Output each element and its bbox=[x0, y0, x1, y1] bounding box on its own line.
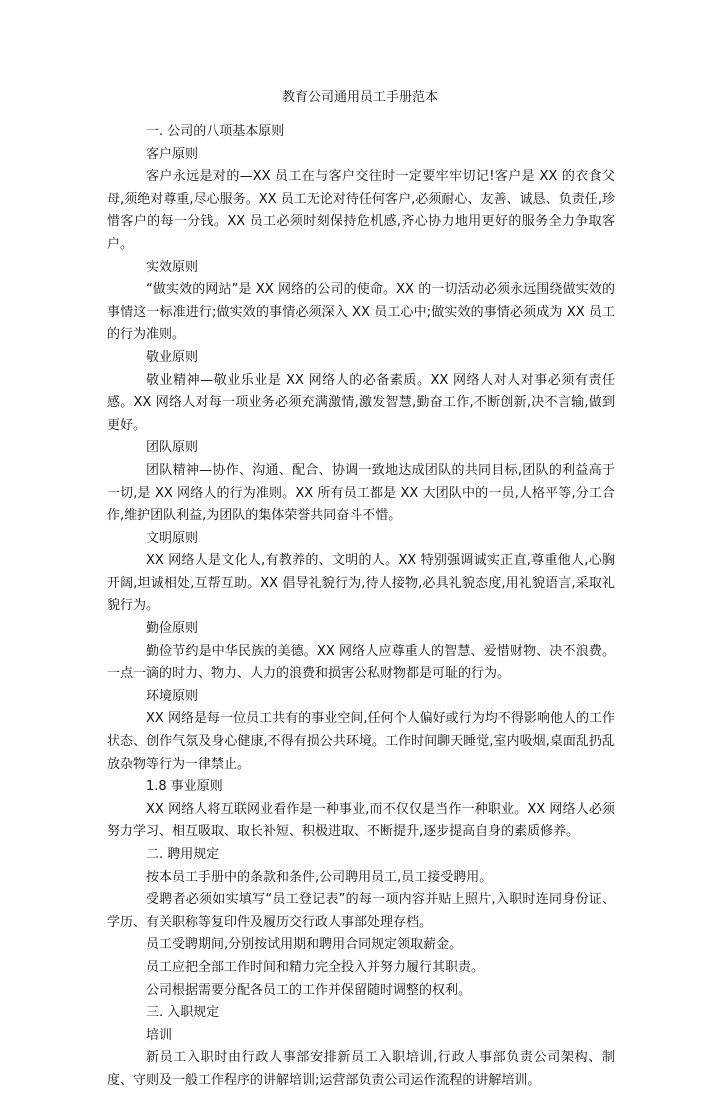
subsection-heading: 团队原则 bbox=[146, 440, 199, 456]
rule-item: 员工受聘期间,分别按试用期和聘用合同规定领取薪金。 bbox=[146, 937, 463, 953]
rule-item: 员工应把全部工作时间和精力完全投入并努力履行其职责。 bbox=[146, 959, 485, 975]
paragraph: 团队精神—协作、沟通、配合、协调一致地达成团队的共同目标,团队的利益高于一切,是 XX 网络人的行为准则。XX 所有员工都是 XX 大团队中的一员,人格平等,分工合作,维护团队利益,为团队的集体荣誉共同奋斗不惜。 bbox=[107, 462, 615, 524]
subsection-heading: 勤俭原则 bbox=[146, 621, 199, 637]
paragraph: XX 网络人是文化人,有教养的、文明的人。XX 特别强调诚实正直,尊重他人,心胸开阔,坦诚相处,互帮互助。XX 倡导礼貌行为,待人接物,必具礼貌态度,用礼貌语言,采取礼貌行为。 bbox=[107, 553, 615, 614]
document-body bbox=[107, 121, 615, 1093]
subsection-heading: 敬业原则 bbox=[146, 349, 199, 365]
subsection-heading: 培训 bbox=[146, 1027, 173, 1043]
paragraph: XX 网络人将互联网业看作是一种事业,而不仅仅是当作一种职业。XX 网络人必须努力学习、相互吸取、取长补短、积极进取、不断提升,逐步提高自身的素质修养。 bbox=[107, 801, 615, 840]
subsection-heading: 环境原则 bbox=[146, 688, 199, 704]
paragraph: 新员工入职时由行政人事部安排新员工入职培训,行政人事部负责公司架构、制度、守则及一般工作程序的讲解培训;运营部负责公司运作流程的讲解培训。 bbox=[107, 1050, 615, 1088]
section-heading: 二. 聘用规定 bbox=[146, 847, 220, 862]
subsection-heading: 1.8 事业原则 bbox=[146, 779, 223, 795]
section-heading: 三. 入职规定 bbox=[146, 1005, 220, 1021]
subsection-heading: 客户原则 bbox=[146, 146, 199, 162]
paragraph: 受聘者必须如实填写“员工登记表”的每一项内容并贴上照片,入职时连同身份证、学历、有关职称等复印件及履历交行政人事部处理存档。 bbox=[107, 892, 615, 930]
rule-item: 按本员工手册中的条款和条件,公司聘用员工,员工接受聘用。 bbox=[146, 869, 493, 885]
paragraph: “做实效的网站”是 XX 网络的公司的使命。XX 的一切活动必须永远围绕做实效的事情这一标准进行;做实效的事情必须深入 XX 员工心中;做实效的事情必须成为 XX 员工的行为准则。 bbox=[107, 282, 615, 343]
paragraph: 客户永远是对的—XX 员工在与客户交往时一定要牢牢切记!客户是 XX 的衣食父母,须绝对尊重,尽心服务。XX 员工无论对待任何客户,必须耐心、友善、诚恳、负责任,珍惜客户的每一分钱。XX 员工必须时刻保持危机感,齐心协力地用更好的服务全力争取客户。 bbox=[107, 169, 615, 252]
subsection-heading: 实效原则 bbox=[146, 259, 199, 275]
document-title: 教育公司通用员工手册范本 bbox=[281, 90, 438, 105]
paragraph: XX 网络是每一位员工共有的事业空间,任何个人偏好或行为均不得影响他人的工作状态、创作气氛及身心健康,不得有损公共环境。工作时间聊天睡觉,室内吸烟,桌面乱扔乱放杂物等行为一律禁止。 bbox=[107, 711, 615, 772]
paragraph: 敬业精神—敬业乐业是 XX 网络人的必备素质。XX 网络人对人对事必须有责任感。XX 网络人对每一项业务必须充满激情,激发智慧,勤奋工作,不断创新,决不言输,做到更好。 bbox=[107, 372, 615, 433]
rule-item: 公司根据需要分配各员工的工作并保留随时调整的权利。 bbox=[146, 982, 472, 998]
subsection-heading: 文明原则 bbox=[146, 530, 199, 546]
section-heading: 一. 公司的八项基本原则 bbox=[146, 124, 285, 139]
paragraph: 勤俭节约是中华民族的美德。XX 网络人应尊重人的智慧、爱惜财物、决不浪费。一点一滴的时力、物力、人力的浪费和损害公私财物都是可耻的行为。 bbox=[107, 643, 615, 682]
